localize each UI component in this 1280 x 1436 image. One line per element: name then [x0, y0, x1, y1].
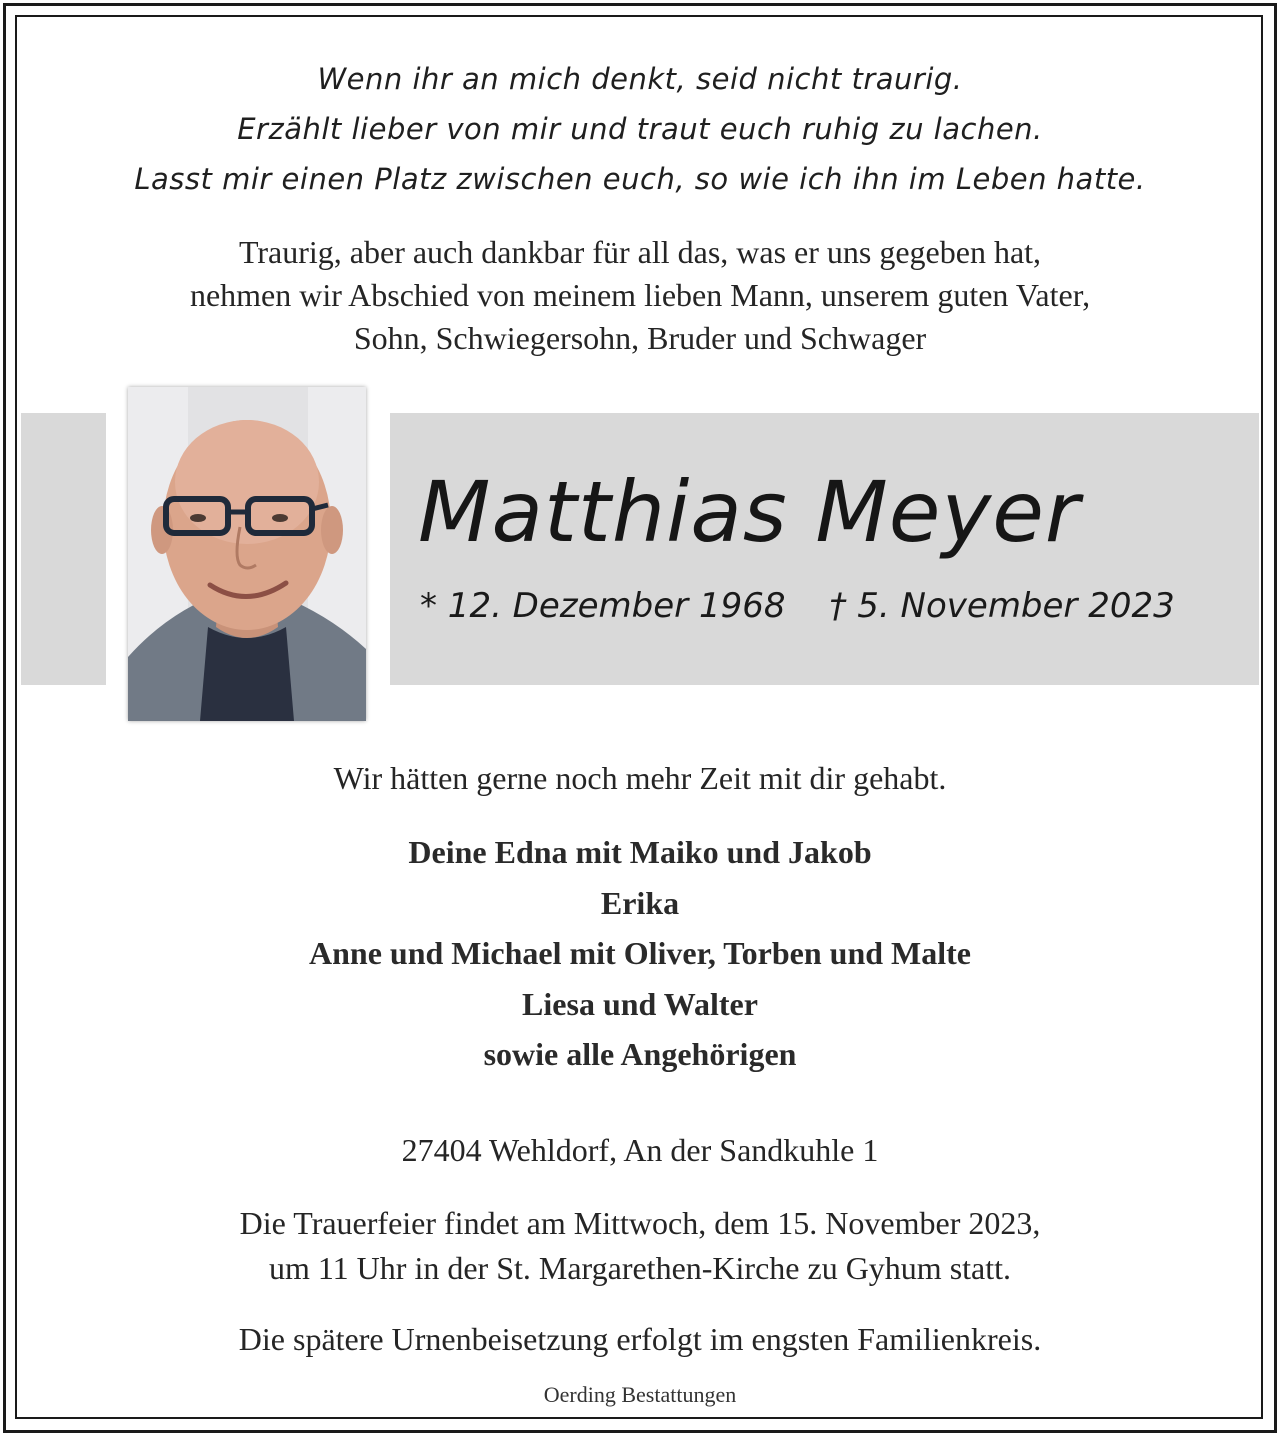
quote-line: Wenn ihr an mich denkt, seid nicht traurig.: [317, 62, 963, 96]
address: 27404 Wehldorf, An der Sandkuhle 1: [401, 1132, 879, 1168]
family-member: Anne und Michael mit Oliver, Torben und Malte: [309, 935, 971, 971]
birth-date: * 12. Dezember 1968: [420, 586, 786, 626]
family-member: sowie alle Angehörigen: [483, 1036, 797, 1072]
family-member: Liesa und Walter: [522, 985, 758, 1022]
life-dates: [420, 583, 1175, 629]
ceremony-line: um 11 Uhr in der St. Margarethen-Kirche zu Gyhum statt.: [268, 1250, 1012, 1286]
ceremony-line: Die Trauerfeier findet am Mittwoch, dem 15. November 2023,: [239, 1205, 1041, 1241]
quote-line: Lasst mir einen Platz zwischen euch, so wie ich ihn im Leben hatte.: [134, 162, 1146, 196]
family-member: Deine Edna mit Maiko und Jakob: [408, 834, 872, 870]
burial-info: Die spätere Urnenbeisetzung erfolgt im engsten Familienkreis.: [238, 1321, 1042, 1357]
intro-line: nehmen wir Abschied von meinem lieben Mann, unserem guten Vater,: [189, 277, 1091, 313]
family-list: [0, 827, 1280, 1080]
intro-line: Sohn, Schwiegersohn, Bruder und Schwager: [353, 320, 927, 356]
death-date: † 5. November 2023: [829, 586, 1175, 626]
poem-quote: [0, 54, 1280, 204]
grey-band-left: [21, 413, 106, 685]
farewell-text: Wir hätten gerne noch mehr Zeit mit dir gehabt.: [333, 760, 947, 796]
intro-text: [0, 231, 1280, 360]
family-member: Erika: [600, 884, 680, 921]
intro-line: Traurig, aber auch dankbar für all das, was er uns gegeben hat,: [238, 234, 1042, 270]
portrait-illustration: [128, 387, 366, 721]
quote-line: Erzählt lieber von mir und traut euch ruhig zu lachen.: [237, 112, 1043, 146]
deceased-name: Matthias Meyer: [418, 463, 1081, 561]
ceremony-info: [0, 1201, 1280, 1291]
portrait-photo: [128, 387, 366, 721]
funeral-home: Oerding Bestattungen: [543, 1382, 737, 1407]
